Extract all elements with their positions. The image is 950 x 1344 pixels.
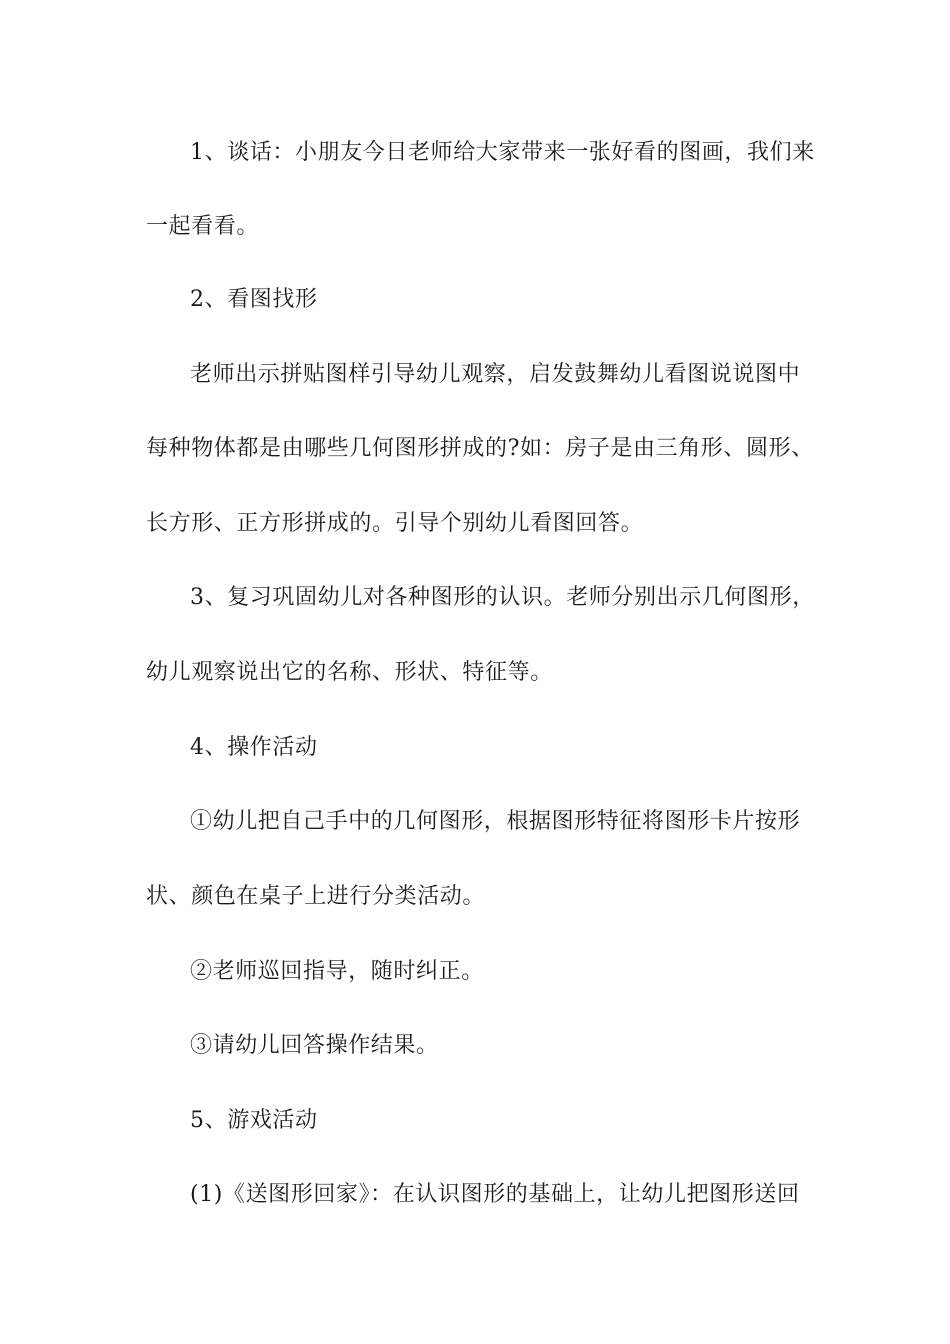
paragraph-line: 1、谈话：小朋友今日老师给大家带来一张好看的图画，我们来 <box>190 140 815 165</box>
paragraph-line: 一起看看。 <box>146 214 260 239</box>
paragraph-line: (1)《送图形回家》：在认识图形的基础上，让幼儿把图形送回 <box>190 1182 800 1207</box>
paragraph-line: 状、颜色在桌子上进行分类活动。 <box>146 884 486 909</box>
paragraph-line: 老师出示拼贴图样引导幼儿观察，启发鼓舞幼儿看图说说图中 <box>190 362 801 387</box>
section-heading: 4、操作活动 <box>190 735 318 760</box>
section-heading: 2、看图找形 <box>190 287 318 312</box>
paragraph-line: 幼儿观察说出它的名称、形状、特征等。 <box>146 660 553 685</box>
section-heading: 5、游戏活动 <box>190 1108 318 1133</box>
paragraph-line: ①幼儿把自己手中的几何图形，根据图形特征将图形卡片按形 <box>190 809 801 834</box>
paragraph-line: 每种物体都是由哪些几何图形拼成的?如：房子是由三角形、圆形、 <box>146 436 814 461</box>
paragraph-line: ③请幼儿回答操作结果。 <box>190 1033 439 1058</box>
paragraph-line: ②老师巡回指导，随时纠正。 <box>190 959 484 984</box>
paragraph-line: 长方形、正方形拼成的。引导个别幼儿看图回答。 <box>146 511 644 536</box>
paragraph-line: 3、复习巩固幼儿对各种图形的认识。老师分别出示几何图形， <box>190 585 815 610</box>
